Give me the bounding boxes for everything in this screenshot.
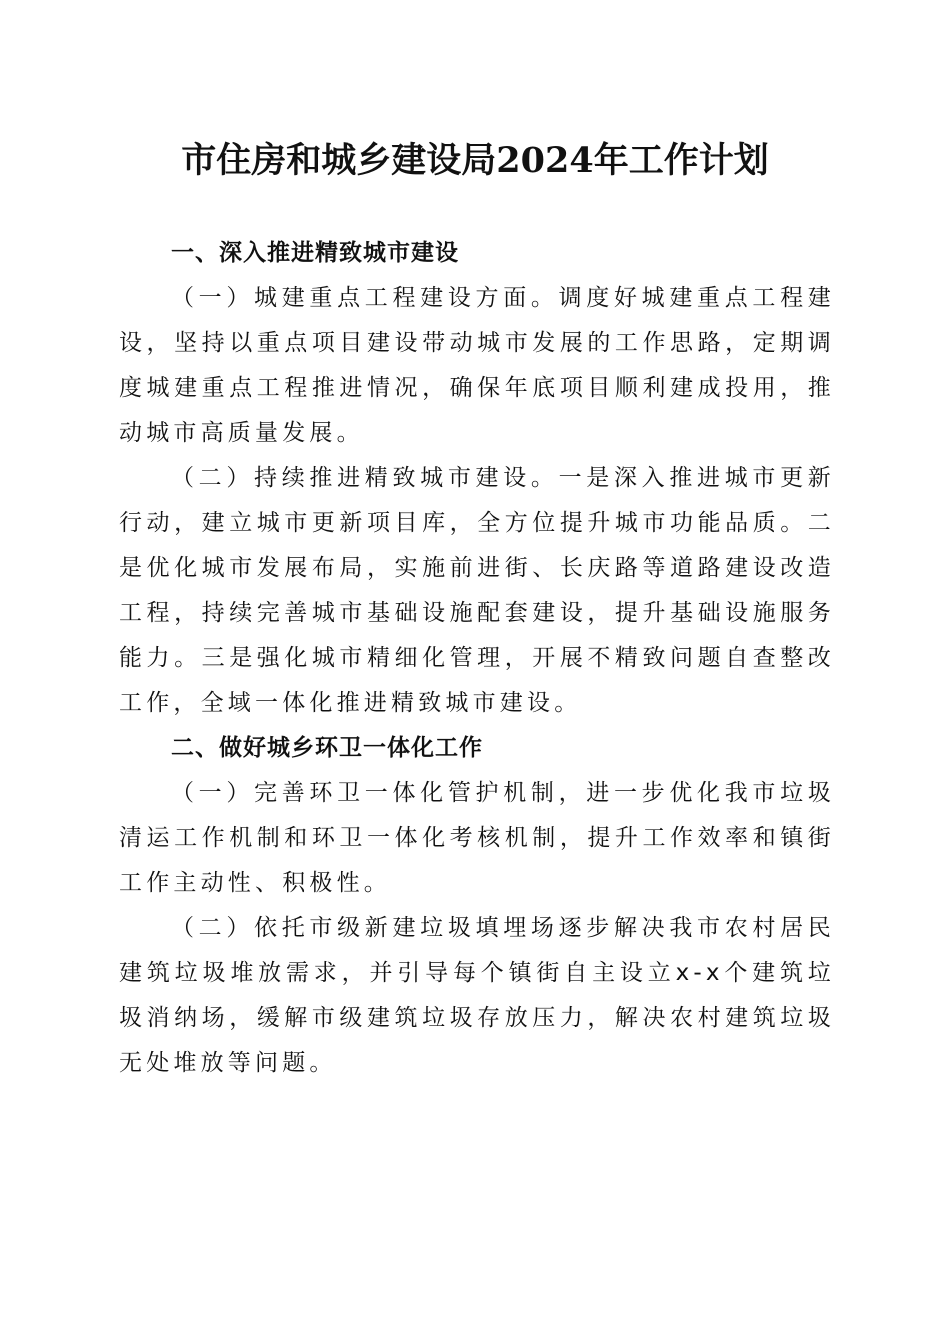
document-title: 市住房和城乡建设局2024年工作计划 — [181, 140, 769, 181]
document-body — [119, 231, 835, 1086]
section-heading: 二、做好城乡环卫一体化工作 — [171, 735, 483, 761]
paragraph: （二）依托市级新建垃圾填埋场逐步解决我市农村居民建筑垃圾堆放需求，并引导每个镇街自主设立x-x个建筑垃圾消纳场，缓解市级建筑垃圾存放压力，解决农村建筑垃圾无处堆放等问题。 — [119, 915, 835, 1076]
section-1 — [119, 231, 835, 726]
section-2 — [119, 726, 835, 1086]
paragraph: （一）完善环卫一体化管护机制，进一步优化我市垃圾清运工作机制和环卫一体化考核机制，提升工作效率和镇街工作主动性、积极性。 — [119, 780, 835, 896]
paragraph: （二）持续推进精致城市建设。一是深入推进城市更新行动，建立城市更新项目库，全方位提升城市功能品质。二是优化城市发展布局，实施前进街、长庆路等道路建设改造工程，持续完善城市基础设施配套建设，提升基础设施服务能力。三是强化城市精细化管理，开展不精致问题自查整改工作，全域一体化推进精致城市建设。 — [119, 465, 835, 716]
paragraph: （一）城建重点工程建设方面。调度好城建重点工程建设，坚持以重点项目建设带动城市发展的工作思路，定期调度城建重点工程推进情况，确保年底项目顺利建成投用，推动城市高质量发展。 — [119, 285, 835, 446]
section-heading: 一、深入推进精致城市建设 — [171, 240, 459, 266]
